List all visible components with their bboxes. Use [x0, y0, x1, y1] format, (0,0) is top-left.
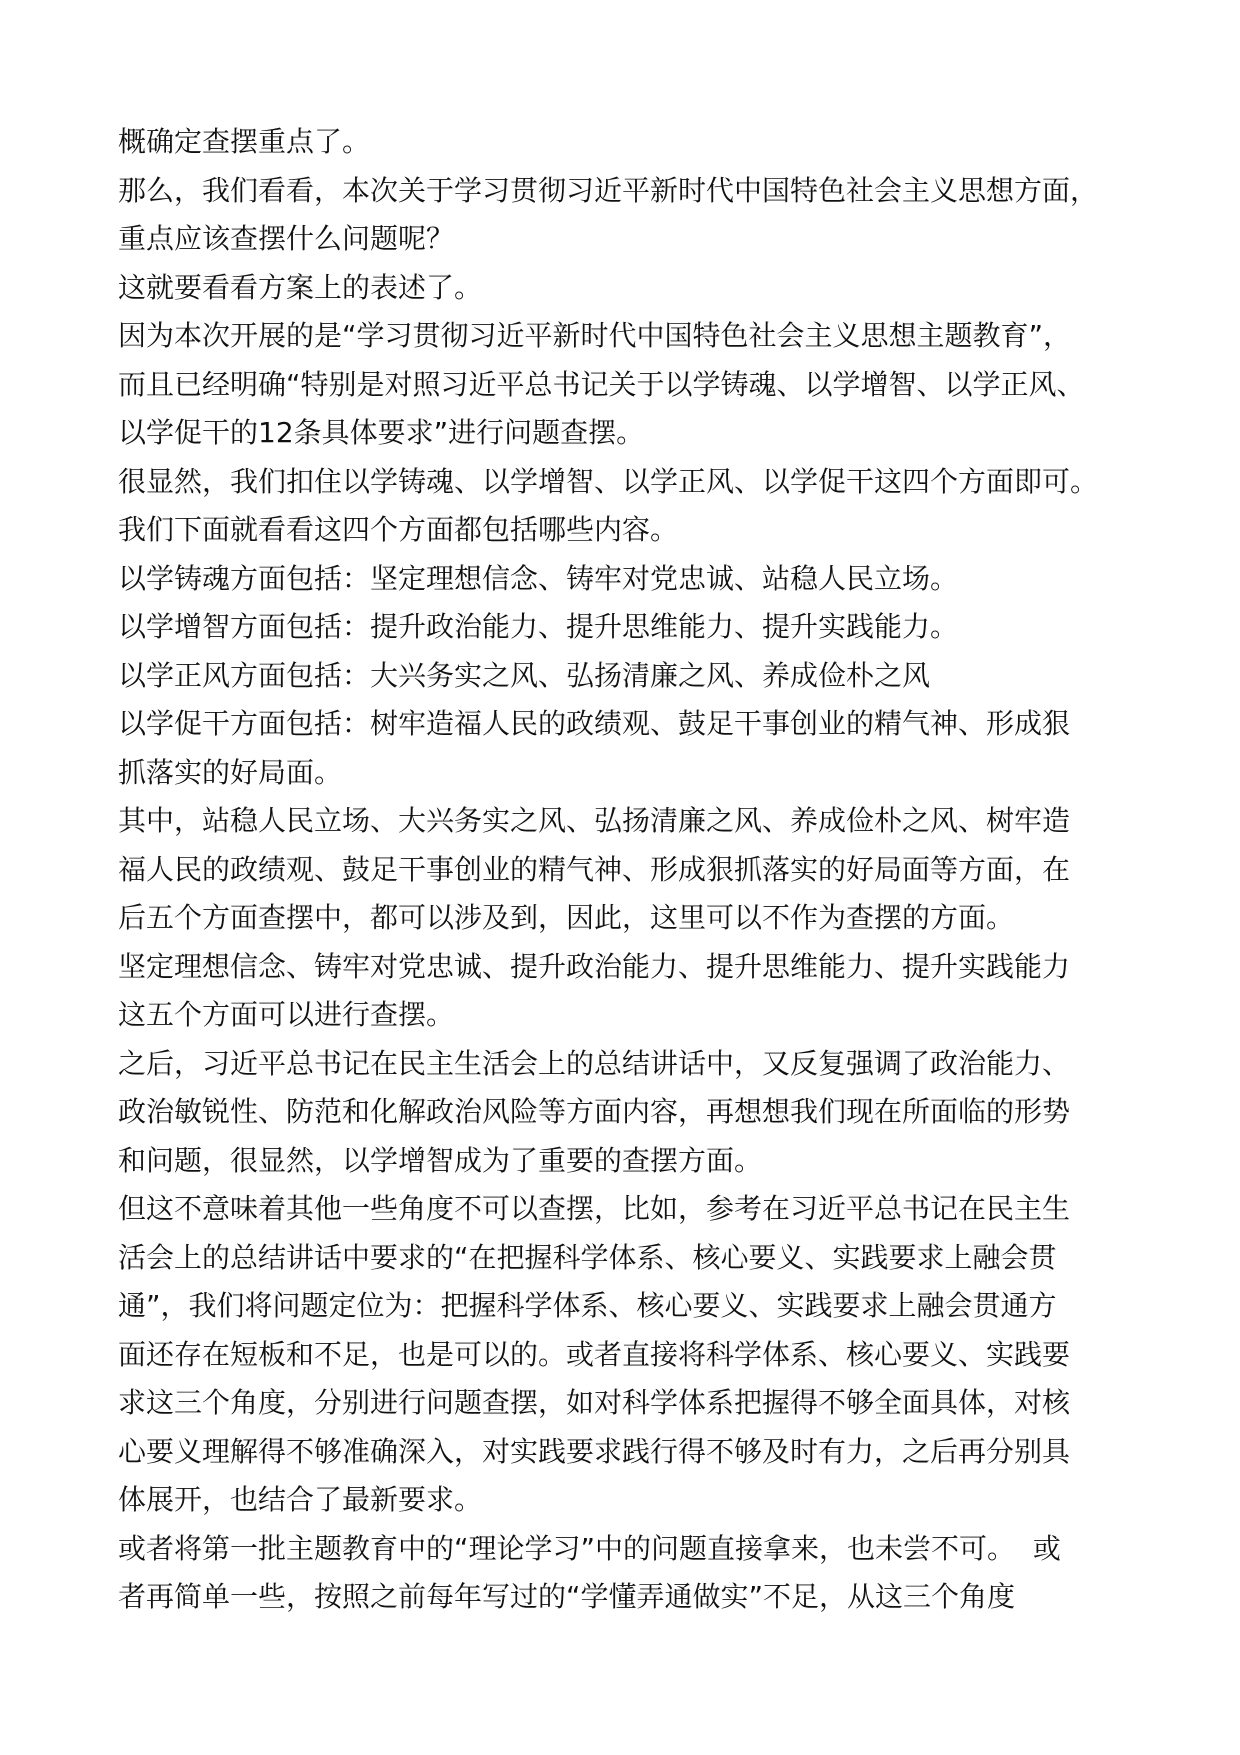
text-line: 或者将第一批主题教育中的“理论学习”中的问题直接拿来，也未尝不可。 或	[118, 1531, 1061, 1565]
text-line: 和问题，很显然，以学增智成为了重要的查摆方面。	[118, 1143, 763, 1177]
text-line: 那么，我们看看，本次关于学习贯彻习近平新时代中国特色社会主义思想方面，	[118, 173, 1099, 207]
text-line: 我们下面就看看这四个方面都包括哪些内容。	[118, 513, 679, 546]
text-line: 概确定查摆重点了。	[118, 125, 371, 158]
text-line: 福人民的政绩观、鼓足干事创业的精气神、形成狠抓落实的好局面等方面，在	[118, 852, 1071, 886]
text-line: 重点应该查摆什么问题呢？	[118, 222, 455, 255]
text-line: 面还存在短板和不足，也是可以的。或者直接将科学体系、核心要义、实践要	[118, 1337, 1071, 1371]
text-line: 体展开，也结合了最新要求。	[118, 1483, 483, 1516]
document-body	[118, 118, 1128, 1622]
text-line: 因为本次开展的是“学习贯彻习近平新时代中国特色社会主义思想主题教育”，	[118, 319, 1072, 352]
text-line: 以学铸魂方面包括：坚定理想信念、铸牢对党忠诚、站稳人民立场。	[118, 561, 959, 595]
text-line: 而且已经明确“特别是对照习近平总书记关于以学铸魂、以学增智、以学正风、	[118, 367, 1085, 401]
text-line: 后五个方面查摆中，都可以涉及到，因此，这里可以不作为查摆的方面。	[118, 901, 1015, 934]
text-line: 政治敏锐性、防范和化解政治风险等方面内容，再想想我们现在所面临的形势	[118, 1095, 1071, 1128]
text-line: 这五个方面可以进行查摆。	[118, 998, 455, 1031]
text-line: 以学正风方面包括：大兴务实之风、弘扬清廉之风、养成俭朴之风	[118, 658, 931, 692]
text-line: 以学促干方面包括：树牢造福人民的政绩观、鼓足干事创业的精气神、形成狠	[118, 707, 1071, 740]
text-line: 其中，站稳人民立场、大兴务实之风、弘扬清廉之风、养成俭朴之风、树牢造	[118, 804, 1071, 837]
text-line: 坚定理想信念、铸牢对党忠诚、提升政治能力、提升思维能力、提升实践能力	[118, 949, 1071, 983]
text-line: 这就要看看方案上的表述了。	[118, 270, 483, 304]
text-line: 者再简单一些，按照之前每年写过的“学懂弄通做实”不足，从这三个角度	[118, 1580, 1016, 1613]
text-line: 以学增智方面包括：提升政治能力、提升思维能力、提升实践能力。	[118, 610, 959, 643]
text-line: 心要义理解得不够准确深入，对实践要求践行得不够及时有力，之后再分别具	[118, 1434, 1071, 1468]
text-line: 之后，习近平总书记在民主生活会上的总结讲话中，又反复强调了政治能力、	[118, 1046, 1071, 1080]
text-line: 很显然，我们扣住以学铸魂、以学增智、以学正风、以学促干这四个方面即可。	[118, 464, 1099, 498]
text-line: 求这三个角度，分别进行问题查摆，如对科学体系把握得不够全面具体，对核	[118, 1386, 1071, 1419]
text-line: 以学促干的12条具体要求”进行问题查摆。	[118, 416, 645, 449]
text-line: 通”，我们将问题定位为：把握科学体系、核心要义、实践要求上融会贯通方	[118, 1289, 1057, 1322]
text-line: 但这不意味着其他一些角度不可以查摆，比如，参考在习近平总书记在民主生	[118, 1192, 1071, 1225]
text-line: 抓落实的好局面。	[118, 755, 343, 789]
text-line: 活会上的总结讲话中要求的“在把握科学体系、核心要义、实践要求上融会贯	[118, 1240, 1057, 1274]
